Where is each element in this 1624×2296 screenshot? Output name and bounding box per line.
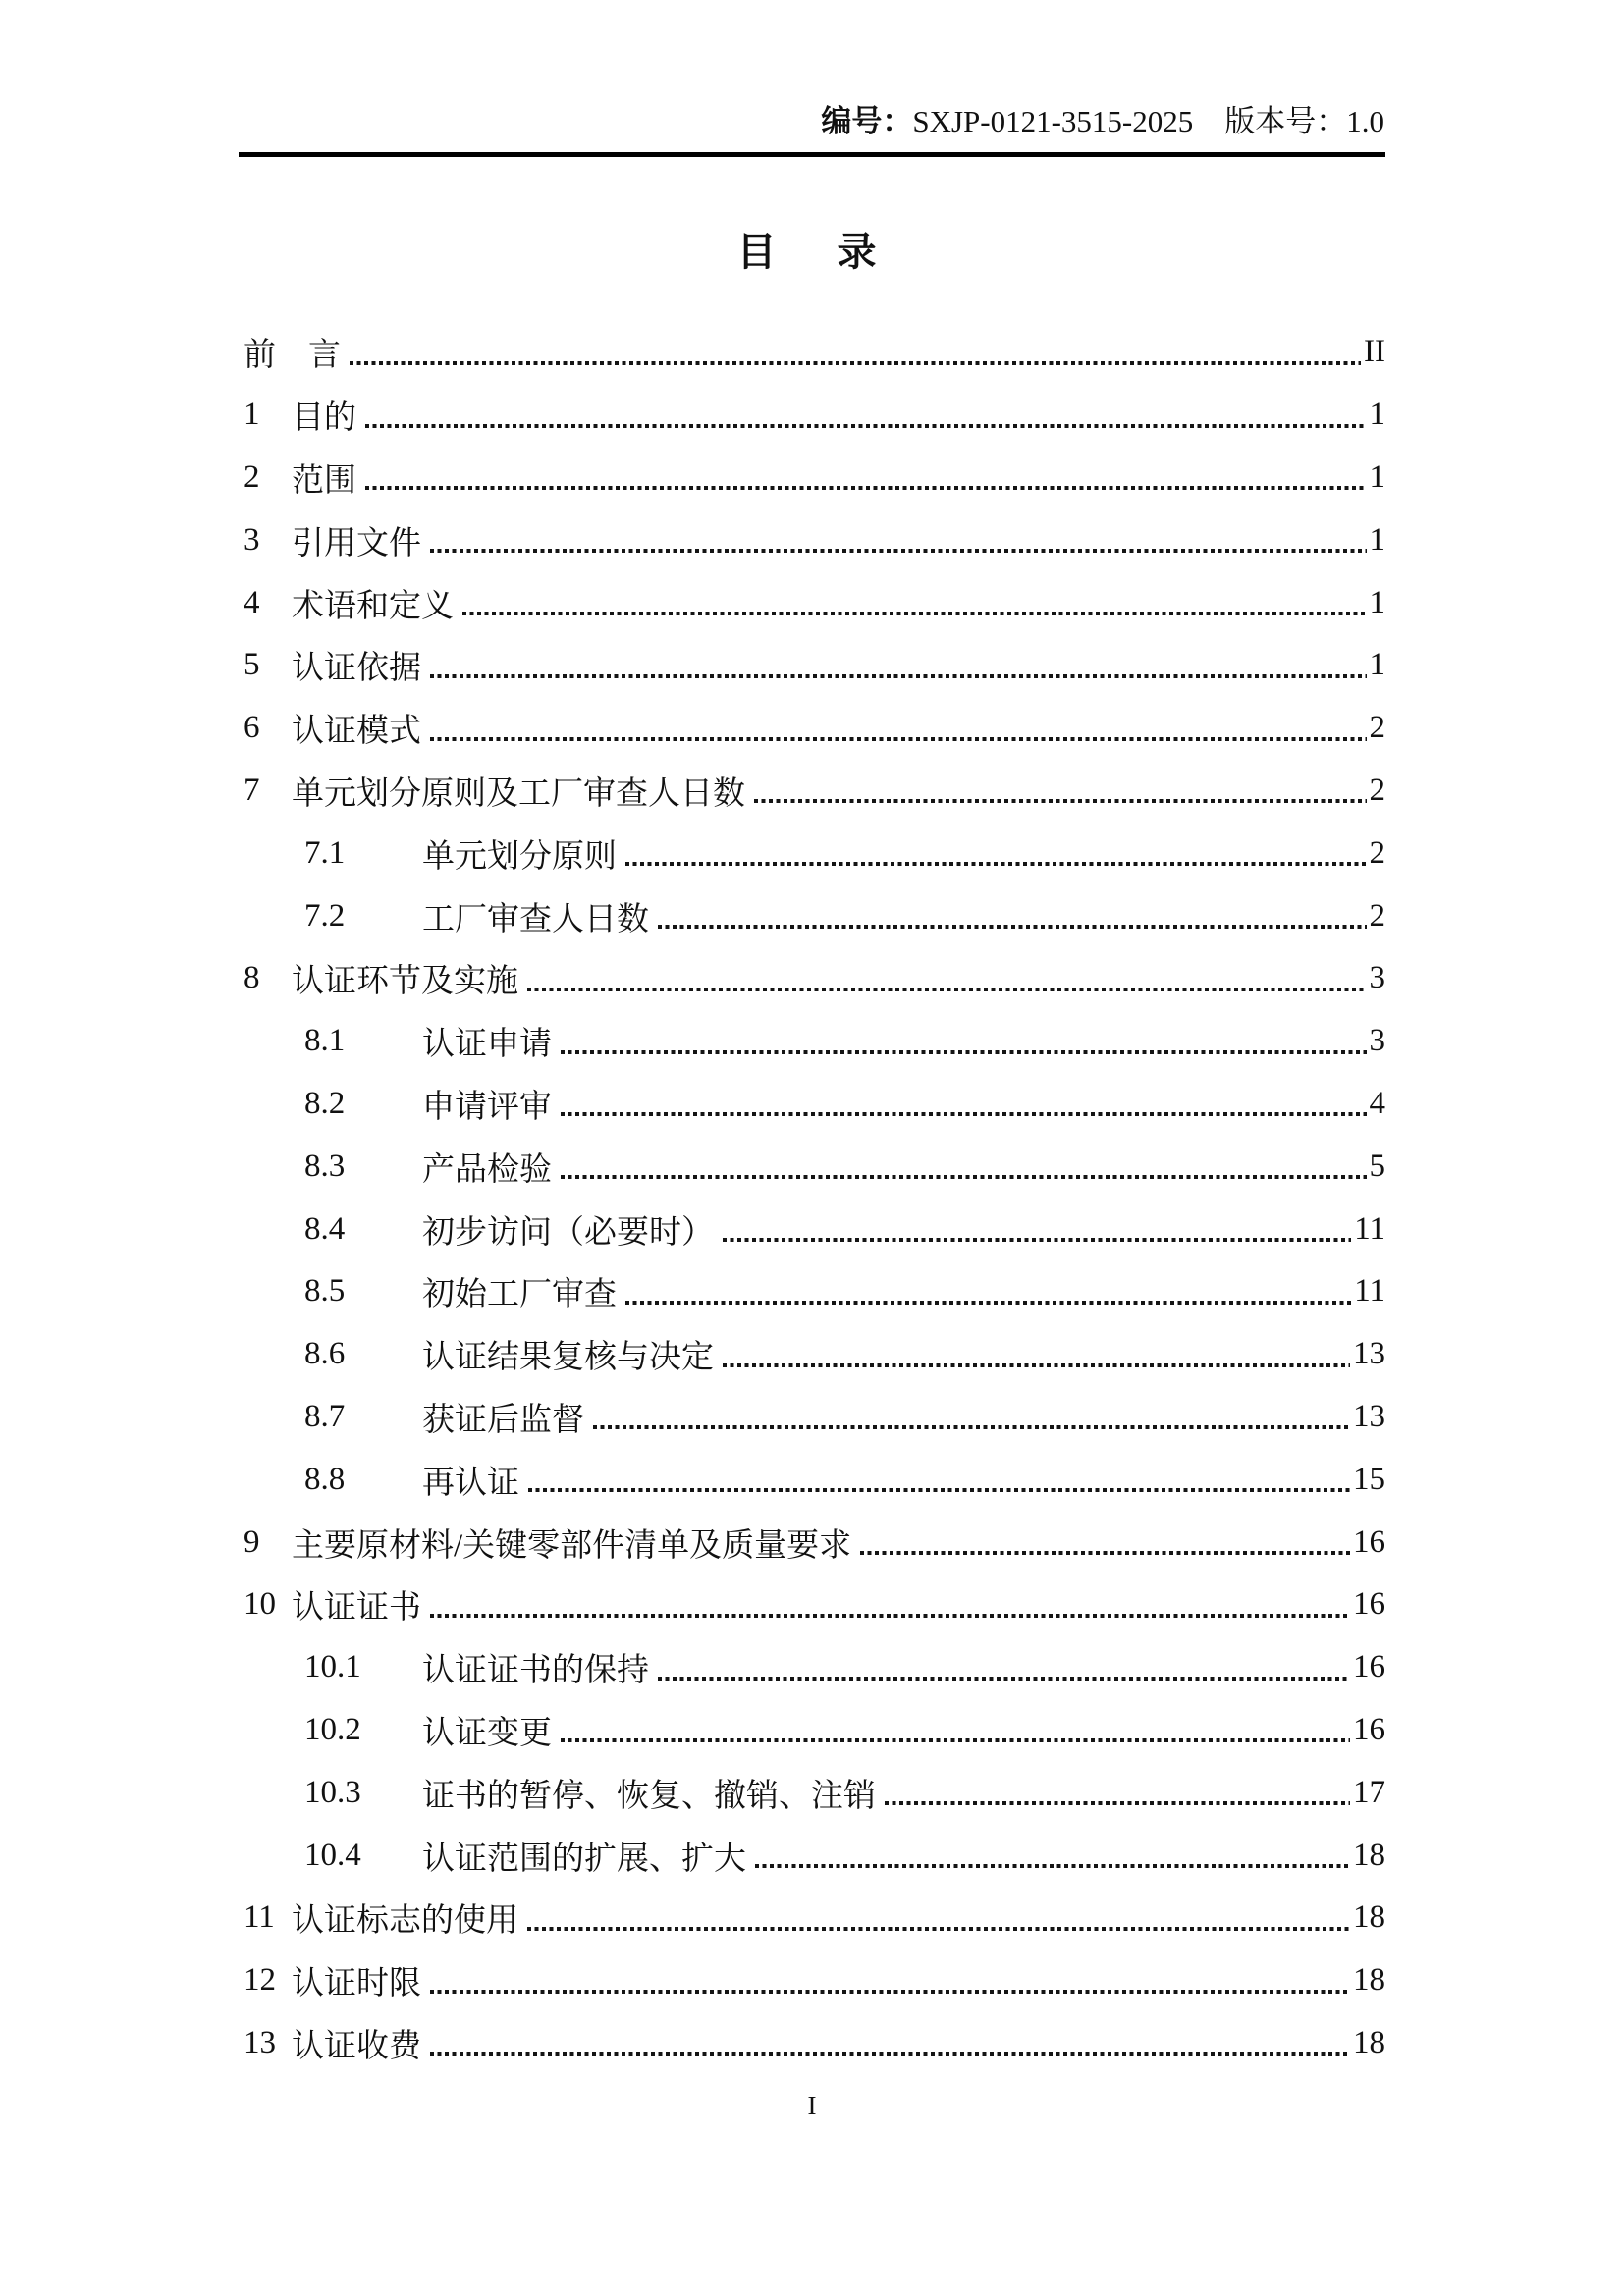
toc-entry-8-4[interactable]	[244, 1198, 1385, 1260]
dot-leader	[561, 1175, 1367, 1179]
toc-entry-foreword[interactable]	[244, 321, 1385, 384]
toc-entry-page: 18	[1353, 2024, 1385, 2060]
toc-entry-number: 3	[244, 521, 260, 558]
toc-entry-10-2[interactable]	[244, 1699, 1385, 1762]
toc-entry-number: 8.8	[304, 1461, 346, 1497]
toc-entry-title: 认证证书的保持	[422, 1653, 649, 1689]
page-title: 目 录	[736, 230, 888, 274]
toc-entry-page: 16	[1353, 1586, 1385, 1623]
toc-entry-number: 8.6	[304, 1336, 346, 1372]
toc-entry-title: 认证模式	[292, 714, 421, 750]
toc-entry-title: 初始工厂审查	[422, 1277, 617, 1313]
toc-entry-page: 1	[1369, 458, 1385, 495]
toc-entry-title: 目的	[292, 400, 356, 437]
toc-entry-number: 11	[244, 1899, 275, 1936]
dot-leader	[527, 1927, 1350, 1931]
toc-entry-number: 5	[244, 647, 260, 683]
toc-entry-title: 术语和定义	[292, 588, 454, 624]
dot-leader	[430, 549, 1367, 553]
toc-entry-title: 产品检验	[422, 1151, 552, 1188]
toc-entry-12[interactable]	[244, 1949, 1385, 2012]
toc-entry-8-8[interactable]	[244, 1448, 1385, 1511]
dot-leader	[528, 1488, 1350, 1492]
toc-entry-number: 8	[244, 960, 260, 996]
toc-entry-13[interactable]	[244, 2012, 1385, 2075]
toc-entry-10-4[interactable]	[244, 1824, 1385, 1887]
doc-number: SXJP-0121-3515-2025	[912, 104, 1194, 138]
toc-entry-page: 15	[1353, 1461, 1385, 1497]
dot-leader	[723, 1238, 1351, 1242]
toc-entry-title: 引用文件	[292, 525, 421, 561]
toc-entry-8-2[interactable]	[244, 1073, 1385, 1136]
toc-entry-page: 16	[1353, 1711, 1385, 1747]
toc-entry-number: 7.1	[304, 834, 346, 871]
toc-entry-number: 8.2	[304, 1085, 346, 1121]
toc-entry-title: 认证依据	[292, 651, 421, 687]
dot-leader	[658, 925, 1367, 929]
toc-entry-page: 16	[1353, 1523, 1385, 1560]
toc-entry-page: 1	[1369, 397, 1385, 433]
toc-entry-title: 申请评审	[422, 1089, 552, 1125]
dot-leader	[365, 486, 1367, 490]
dot-leader	[527, 988, 1367, 991]
dot-leader	[430, 1990, 1350, 1994]
toc-entry-2[interactable]	[244, 447, 1385, 509]
version-label: 版本号：	[1224, 104, 1347, 138]
toc-entry-number: 8.7	[304, 1398, 346, 1434]
toc-entry-title: 工厂审查人日数	[422, 901, 649, 937]
toc-entry-title: 单元划分原则及工厂审查人日数	[292, 775, 745, 812]
toc-entry-title: 认证证书	[292, 1590, 421, 1627]
toc-entry-number: 7	[244, 772, 260, 808]
toc-entry-5[interactable]	[244, 634, 1385, 697]
toc-entry-page: II	[1364, 334, 1385, 370]
dot-leader	[430, 737, 1367, 741]
dot-leader	[625, 862, 1367, 866]
toc-entry-page: 1	[1369, 521, 1385, 558]
toc-entry-page: 11	[1354, 1273, 1385, 1309]
dot-leader	[365, 424, 1367, 428]
toc-entry-title: 单元划分原则	[422, 838, 617, 875]
toc-entry-title: 主要原材料/关键零部件清单及质量要求	[292, 1527, 852, 1564]
toc-entry-title: 认证范围的扩展、扩大	[422, 1841, 746, 1877]
dot-leader	[755, 1864, 1350, 1868]
toc-entry-8[interactable]	[244, 947, 1385, 1010]
toc-entry-6[interactable]	[244, 697, 1385, 760]
toc-entry-title: 认证结果复核与决定	[422, 1340, 714, 1376]
toc-entry-page: 1	[1369, 647, 1385, 683]
toc-entry-page: 2	[1369, 834, 1385, 871]
doc-number-label: 编号：	[821, 104, 913, 138]
toc-entry-title: 认证申请	[422, 1027, 552, 1063]
toc-entry-title: 证书的暂停、恢复、撤销、注销	[422, 1778, 876, 1814]
toc-entry-number: 10.1	[304, 1649, 361, 1685]
dot-leader	[860, 1551, 1350, 1555]
version-value: 1.0	[1346, 104, 1384, 138]
dot-leader	[430, 674, 1367, 678]
toc-entry-number: 10.3	[304, 1774, 361, 1810]
toc-entry-7[interactable]	[244, 760, 1385, 823]
toc-entry-page: 18	[1353, 1899, 1385, 1936]
toc-entry-7-2[interactable]	[244, 884, 1385, 947]
toc-entry-number: 8.4	[304, 1210, 346, 1247]
toc-entry-number: 10	[244, 1586, 276, 1623]
toc-entry-8-7[interactable]	[244, 1386, 1385, 1449]
toc-entry-number: 10.4	[304, 1837, 361, 1873]
toc-entry-number: 8.1	[304, 1023, 346, 1059]
toc-entry-number: 4	[244, 584, 260, 620]
toc-entry-4[interactable]	[244, 571, 1385, 634]
toc-entry-page: 4	[1369, 1085, 1385, 1121]
toc-entry-title: 获证后监督	[422, 1402, 584, 1438]
dot-leader	[658, 1677, 1350, 1681]
toc-entry-number: 10.2	[304, 1711, 361, 1747]
toc-entry-number: 12	[244, 1962, 276, 1999]
dot-leader	[625, 1301, 1351, 1305]
footer-page-number: I	[807, 2091, 817, 2120]
table-of-contents	[244, 321, 1385, 2074]
dot-leader	[754, 799, 1367, 803]
toc-entry-page: 13	[1353, 1336, 1385, 1372]
dot-leader	[885, 1801, 1350, 1805]
toc-entry-1[interactable]	[244, 384, 1385, 447]
toc-entry-title: 再认证	[422, 1465, 519, 1501]
toc-entry-number: 9	[244, 1523, 260, 1560]
toc-entry-title: 认证标志的使用	[292, 1903, 518, 1940]
toc-entry-page: 1	[1369, 584, 1385, 620]
page-header	[821, 102, 1384, 141]
toc-entry-3[interactable]	[244, 508, 1385, 571]
toc-entry-number: 前 言	[244, 338, 341, 374]
toc-entry-number: 2	[244, 458, 260, 495]
toc-entry-11[interactable]	[244, 1887, 1385, 1949]
toc-entry-title: 认证收费	[292, 2028, 421, 2064]
dot-leader	[462, 612, 1367, 615]
toc-entry-page: 3	[1369, 960, 1385, 996]
toc-entry-page: 3	[1369, 1023, 1385, 1059]
toc-entry-10[interactable]	[244, 1574, 1385, 1636]
toc-entry-page: 5	[1369, 1148, 1385, 1184]
toc-entry-8-5[interactable]	[244, 1260, 1385, 1323]
toc-entry-title: 认证环节及实施	[292, 964, 518, 1000]
toc-entry-10-3[interactable]	[244, 1761, 1385, 1824]
toc-entry-page: 2	[1369, 897, 1385, 934]
dot-leader	[350, 361, 1361, 365]
toc-entry-8-6[interactable]	[244, 1323, 1385, 1386]
toc-entry-number: 1	[244, 397, 260, 433]
dot-leader	[561, 1112, 1367, 1116]
toc-entry-title: 认证变更	[422, 1715, 552, 1751]
dot-leader	[593, 1425, 1350, 1429]
toc-entry-page: 2	[1369, 710, 1385, 746]
toc-entry-number: 8.3	[304, 1148, 346, 1184]
toc-entry-page: 11	[1354, 1210, 1385, 1247]
toc-entry-page: 17	[1353, 1774, 1385, 1810]
dot-leader	[430, 1614, 1350, 1618]
toc-entry-title: 初步访问（必要时）	[422, 1214, 714, 1251]
header-rule	[239, 152, 1385, 157]
dot-leader	[723, 1363, 1350, 1367]
toc-entry-10-1[interactable]	[244, 1636, 1385, 1699]
toc-entry-7-1[interactable]	[244, 822, 1385, 884]
toc-entry-number: 7.2	[304, 897, 346, 934]
dot-leader	[430, 2052, 1350, 2056]
toc-entry-page: 13	[1353, 1398, 1385, 1434]
toc-entry-page: 16	[1353, 1649, 1385, 1685]
toc-entry-page: 2	[1369, 772, 1385, 808]
dot-leader	[561, 1738, 1350, 1742]
toc-entry-number: 6	[244, 710, 260, 746]
dot-leader	[561, 1050, 1367, 1054]
toc-entry-8-3[interactable]	[244, 1135, 1385, 1198]
toc-entry-8-1[interactable]	[244, 1010, 1385, 1073]
toc-entry-title: 范围	[292, 462, 356, 499]
toc-entry-number: 13	[244, 2024, 276, 2060]
toc-entry-page: 18	[1353, 1962, 1385, 1999]
toc-entry-title: 认证时限	[292, 1966, 421, 2002]
toc-entry-9[interactable]	[244, 1511, 1385, 1574]
toc-entry-page: 18	[1353, 1837, 1385, 1873]
toc-entry-number: 8.5	[304, 1273, 346, 1309]
